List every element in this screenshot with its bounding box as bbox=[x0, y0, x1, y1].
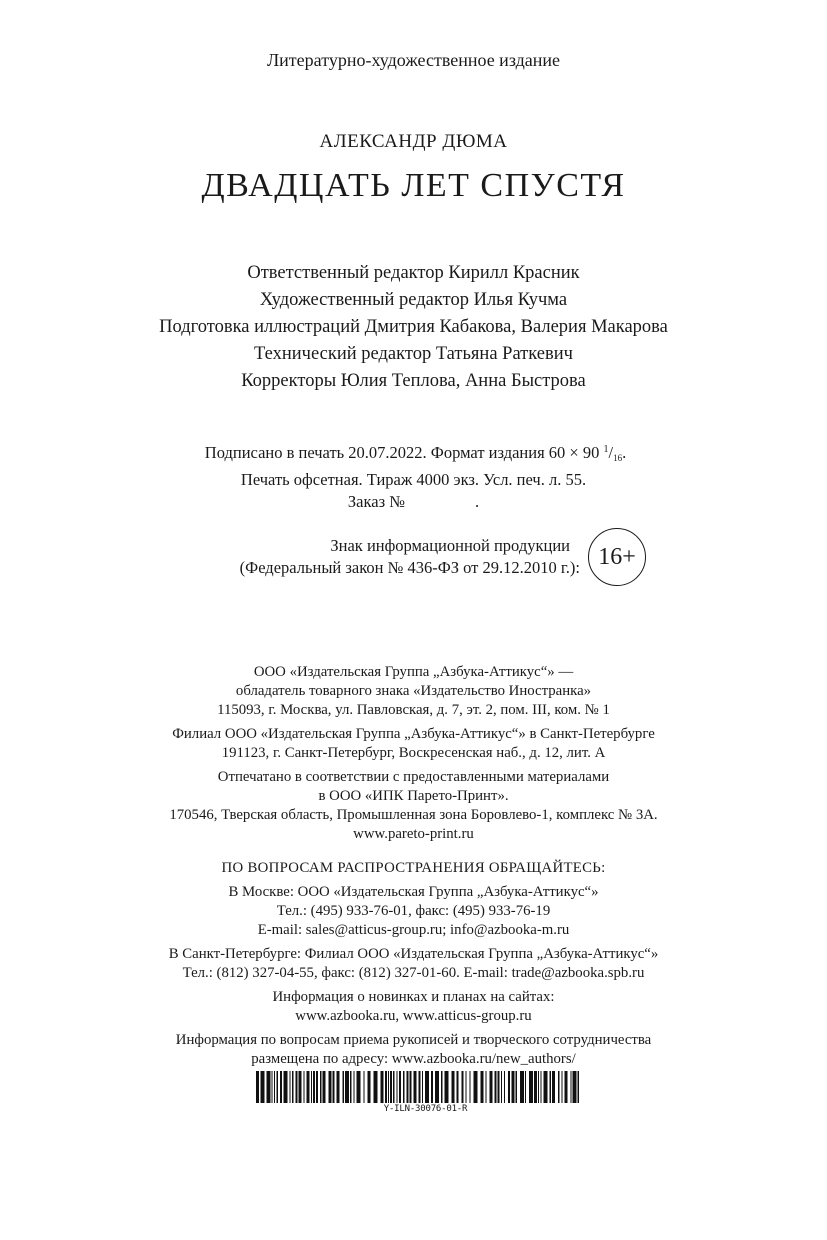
barcode-bar bbox=[304, 1071, 305, 1103]
publisher-block bbox=[0, 663, 827, 844]
age-rating-badge: 16+ bbox=[588, 528, 646, 586]
barcode-bar bbox=[474, 1071, 478, 1103]
printer-line: 170546, Тверская область, Промышленная зона Боровлево-1, комплекс № 3А. bbox=[169, 807, 658, 823]
barcode-bar bbox=[354, 1071, 355, 1103]
publisher-line: обладатель товарного знака «Издательство Иностранка» bbox=[235, 683, 592, 699]
barcode-bar bbox=[538, 1071, 539, 1103]
barcode-bar bbox=[452, 1071, 455, 1103]
barcode-bar bbox=[466, 1071, 467, 1103]
spb-line: Тел.: (812) 327-04-55, факс: (812) 327-01-60. E-mail: trade@azbooka.spb.ru bbox=[182, 965, 645, 981]
barcode-bar bbox=[525, 1071, 526, 1103]
barcode-bar bbox=[529, 1071, 533, 1103]
branch-line: Филиал ООО «Издательская Группа „Азбука-Аттикус“» в Санкт-Петербурге bbox=[172, 726, 655, 742]
credit-line: Художественный редактор Илья Кучма bbox=[259, 290, 568, 310]
barcode-bar bbox=[425, 1071, 429, 1103]
barcode-bar bbox=[571, 1071, 572, 1103]
barcode-bar bbox=[495, 1071, 497, 1103]
barcode-bar bbox=[374, 1071, 378, 1103]
barcode-bar bbox=[350, 1071, 352, 1103]
barcode-bar bbox=[534, 1071, 537, 1103]
barcode-bar bbox=[345, 1071, 349, 1103]
moscow-line: E-mail: sales@atticus-group.ru; info@azbooka-m.ru bbox=[257, 922, 570, 938]
barcode-bar bbox=[333, 1071, 335, 1103]
barcode-bar bbox=[320, 1071, 322, 1103]
barcode-bar bbox=[274, 1071, 275, 1103]
barcode-bar bbox=[550, 1071, 552, 1103]
barcode-bar bbox=[414, 1071, 417, 1103]
format-denominator: 16 bbox=[613, 453, 623, 463]
series-label: Литературно-художественное издание bbox=[266, 50, 561, 70]
order-line bbox=[0, 491, 827, 513]
barcode-bar bbox=[520, 1071, 524, 1103]
barcode-bar bbox=[290, 1071, 291, 1103]
barcode-bar bbox=[445, 1071, 449, 1103]
news-line: Информация о новинках и планах на сайтах: bbox=[272, 989, 555, 1005]
format-slash: / bbox=[608, 443, 614, 462]
barcode-bar bbox=[272, 1071, 273, 1103]
credit-line: Корректоры Юлия Теплова, Анна Быстрова bbox=[241, 371, 586, 391]
barcode-bar bbox=[343, 1071, 345, 1103]
barcode-bar bbox=[256, 1071, 259, 1103]
barcode-bar bbox=[267, 1071, 271, 1103]
barcode-bar bbox=[541, 1071, 542, 1103]
moscow-line: Тел.: (495) 933-76-01, факс: (495) 933-76-19 bbox=[276, 903, 551, 919]
distribution-block bbox=[0, 859, 827, 1069]
barcode-bar bbox=[490, 1071, 493, 1103]
credit-line: Ответственный редактор Кирилл Красник bbox=[247, 263, 580, 283]
barcode-bar bbox=[403, 1071, 405, 1103]
moscow-line: В Москве: ООО «Издательская Группа „Азбука-Аттикус“» bbox=[228, 884, 599, 900]
barcode-bars bbox=[256, 1071, 583, 1103]
credit-line: Технический редактор Татьяна Раткевич bbox=[254, 344, 573, 364]
barcode-bar bbox=[329, 1071, 332, 1103]
barcode-bar bbox=[573, 1071, 577, 1103]
barcode-bar bbox=[508, 1071, 510, 1103]
signed-to-print-text: Подписано в печать 20.07.2022. Формат издания 60 × 90 bbox=[204, 443, 604, 462]
printer-url: www.pareto-print.ru bbox=[353, 826, 474, 842]
barcode-bar bbox=[323, 1071, 326, 1103]
barcode-bar bbox=[388, 1071, 389, 1103]
print-run-line: Печать офсетная. Тираж 4000 экз. Усл. печ. л. 55. bbox=[240, 470, 587, 489]
barcode-bar bbox=[357, 1071, 361, 1103]
barcode-bar bbox=[462, 1071, 464, 1103]
manuscripts-line: Информация по вопросам приема рукописей и творческого сотрудничества bbox=[175, 1032, 652, 1048]
barcode-bar bbox=[280, 1071, 282, 1103]
publisher-line: 115093, г. Москва, ул. Павловская, д. 7, эт. 2, пом. III, ком. № 1 bbox=[217, 702, 610, 718]
printer-line: в ООО «ИПК Парето-Принт». bbox=[318, 788, 509, 804]
barcode-bar bbox=[368, 1071, 371, 1103]
barcode-bar bbox=[422, 1071, 423, 1103]
barcode-bar bbox=[441, 1071, 443, 1103]
barcode bbox=[256, 1071, 583, 1114]
format-fraction bbox=[603, 443, 622, 462]
barcode-bar bbox=[431, 1071, 433, 1103]
barcode-bar bbox=[385, 1071, 387, 1103]
barcode-bar bbox=[470, 1071, 471, 1103]
barcode-bar bbox=[512, 1071, 515, 1103]
manuscripts-line: размещена по адресу: www.azbooka.ru/new_authors/ bbox=[251, 1051, 576, 1067]
distribution-heading: ПО ВОПРОСАМ РАСПРОСТРАНЕНИЯ ОБРАЩАЙТЕСЬ: bbox=[221, 860, 606, 876]
age-rating-text bbox=[190, 535, 580, 579]
credit-line: Подготовка иллюстраций Дмитрия Кабакова, Валерия Макарова bbox=[159, 317, 668, 337]
barcode-bar bbox=[277, 1071, 279, 1103]
barcode-bar bbox=[565, 1071, 568, 1103]
signed-to-print-line bbox=[4, 439, 827, 469]
barcode-bar bbox=[307, 1071, 310, 1103]
barcode-bar bbox=[284, 1071, 288, 1103]
barcode-bar bbox=[311, 1071, 312, 1103]
barcode-bar bbox=[578, 1071, 580, 1103]
branch-line: 191123, г. Санкт-Петербург, Воскресенская наб., д. 12, лит. А bbox=[221, 745, 606, 761]
barcode-bar bbox=[393, 1071, 395, 1103]
barcode-bar bbox=[390, 1071, 392, 1103]
credits-block bbox=[0, 260, 827, 395]
age-rating-line1: Знак информационной продукции bbox=[330, 536, 570, 555]
barcode-bar bbox=[419, 1071, 421, 1103]
printer-line: Отпечатано в соответствии с предоставленными материалами bbox=[217, 769, 610, 785]
author-name: АЛЕКСАНДР ДЮМА bbox=[319, 131, 508, 152]
book-title: ДВАДЦАТЬ ЛЕТ СПУСТЯ bbox=[201, 167, 626, 204]
barcode-bar bbox=[316, 1071, 318, 1103]
barcode-bar bbox=[481, 1071, 484, 1103]
barcode-bar bbox=[397, 1071, 398, 1103]
order-end: . bbox=[474, 492, 480, 511]
barcode-bar bbox=[457, 1071, 459, 1103]
barcode-bar bbox=[407, 1071, 409, 1103]
barcode-bar bbox=[558, 1071, 560, 1103]
barcode-bar bbox=[296, 1071, 298, 1103]
barcode-bar bbox=[261, 1071, 265, 1103]
barcode-bar bbox=[313, 1071, 315, 1103]
format-numerator: 1 bbox=[603, 444, 609, 455]
imprint-block bbox=[0, 439, 827, 513]
barcode-bar bbox=[544, 1071, 548, 1103]
barcode-label: Y-ILN-30076-01-R bbox=[383, 1104, 468, 1114]
barcode-bar bbox=[292, 1071, 294, 1103]
spb-line: В Санкт-Петербурге: Филиал ООО «Издательская Группа „Азбука-Аттикус“» bbox=[168, 946, 659, 962]
barcode-bar bbox=[516, 1071, 518, 1103]
barcode-bar bbox=[498, 1071, 500, 1103]
format-suffix: . bbox=[622, 443, 627, 462]
barcode-bar bbox=[299, 1071, 302, 1103]
barcode-bar bbox=[337, 1071, 340, 1103]
barcode-bar bbox=[410, 1071, 412, 1103]
barcode-bar bbox=[381, 1071, 384, 1103]
barcode-bar bbox=[552, 1071, 555, 1103]
barcode-bar bbox=[399, 1071, 401, 1103]
publisher-line: ООО «Издательская Группа „Азбука-Аттикус“» — bbox=[253, 664, 574, 680]
barcode-bar bbox=[435, 1071, 439, 1103]
barcode-bar bbox=[486, 1071, 487, 1103]
order-label: Заказ № bbox=[347, 492, 405, 511]
barcode-bar bbox=[364, 1071, 365, 1103]
barcode-bar bbox=[504, 1071, 505, 1103]
news-line: www.azbooka.ru, www.atticus-group.ru bbox=[295, 1008, 532, 1024]
barcode-bar bbox=[562, 1071, 563, 1103]
age-rating-line2: (Федеральный закон № 436-ФЗ от 29.12.2010 г.): bbox=[239, 558, 580, 577]
barcode-bar bbox=[501, 1071, 502, 1103]
